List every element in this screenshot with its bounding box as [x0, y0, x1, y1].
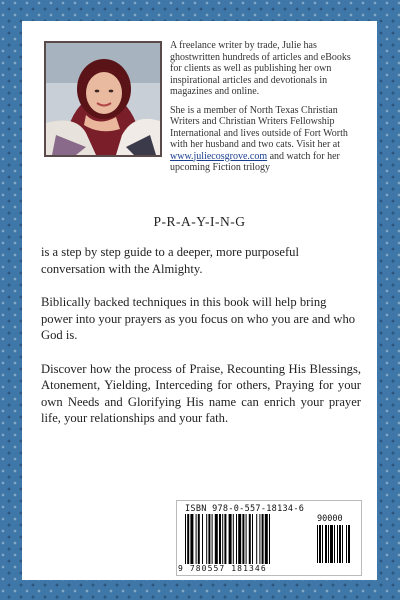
bio-text-after-link: and watch for her upcoming Fiction trilogy	[170, 150, 340, 173]
addon-barcode-bars	[317, 525, 355, 563]
price-code: 90000	[317, 514, 343, 524]
book-title: P-R-A-Y-I-N-G	[153, 214, 246, 229]
isbn-barcode	[176, 500, 362, 576]
bio-paragraph-2	[170, 105, 358, 174]
author-bio	[170, 40, 358, 181]
description-paragraph-2: Biblically backed techniques in this book will help bring power into your prayers as you focus on who you are and who God is.	[41, 295, 356, 342]
book-description	[41, 244, 361, 444]
description-paragraph-1: is a step by step guide to a deeper, more purposeful conversation with the Almighty.	[41, 245, 299, 276]
website-link[interactable]: www.juliecosgrove.com	[170, 150, 268, 162]
author-photo	[44, 41, 162, 157]
isbn-label: ISBN 978-0-557-18134-6	[185, 504, 305, 514]
bio-paragraph-1: A freelance writer by trade, Julie has ghostwritten hundreds of articles and eBooks for clients as well as publishing her own inspirational articles and devotionals in magazines and online.	[170, 40, 351, 97]
barcode-digits: 9 780557 181346	[178, 564, 267, 573]
bio-text-before-link: She is a member of North Texas Christian Writers and Christian Writers Fellowship International and lives outside of Fort Worth with her husband and two cats. Visit her at	[170, 104, 348, 150]
author-photo-image	[46, 43, 160, 155]
ean-barcode-bars	[185, 514, 311, 564]
description-paragraph-3: Discover how the process of Praise, Recounting His Blessings, Atonement, Yielding, Interceding for others, Praying for your own Needs and Glorifying His name can enrich your prayer life, your relationships and your fath.	[41, 361, 361, 425]
